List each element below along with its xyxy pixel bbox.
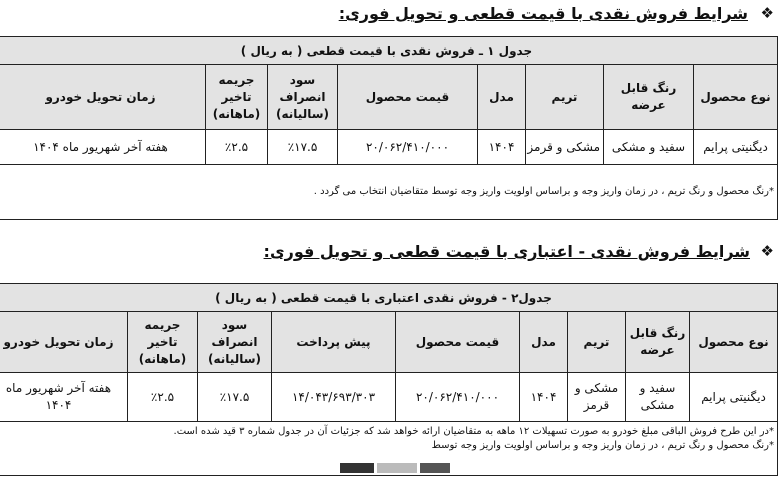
header-price: قیمت محصول	[396, 312, 520, 373]
section1-heading	[0, 4, 780, 28]
header-product-type: نوع محصول	[694, 65, 778, 130]
cell-delivery-time: هفته آخر شهریور ماه ۱۴۰۴	[0, 130, 206, 165]
cell-color: سفید و مشکی	[604, 130, 694, 165]
cell-cancel-interest: ٪۱۷.۵	[198, 373, 272, 422]
header-trim: تریم	[526, 65, 604, 130]
cell-trim: مشکی و قرمز	[526, 130, 604, 165]
cell-cancel-interest: ٪۱۷.۵	[268, 130, 338, 165]
header-down-payment: پیش پرداخت	[272, 312, 396, 373]
header-cancel-interest: سود انصراف (سالیانه)	[198, 312, 272, 373]
header-trim: تریم	[568, 312, 626, 373]
cell-late-penalty: ٪۲.۵	[206, 130, 268, 165]
cell-product-type: دیگنیتی پرایم	[694, 130, 778, 165]
cash-sale-table	[0, 36, 778, 220]
section1-title: شرایط فروش نقدی با قیمت قطعی و تحویل فوری:	[338, 4, 748, 23]
header-delivery-time: زمان تحویل خودرو	[0, 65, 206, 130]
table2-caption: جدول۲ - فروش نقدی اعتباری با قیمت قطعی ( به ریال )	[0, 284, 778, 312]
header-color: رنگ قابل عرضه	[626, 312, 690, 373]
diamond-bullet-icon: ❖	[760, 242, 774, 260]
table2-note-installments: *در این طرح فروش الباقی مبلغ خودرو به صورت تسهیلات ۱۲ ماهه به متقاضیان ارائه خواهد شد که جزئیات آن در جدول شماره ۳ قید شده است.	[173, 426, 774, 437]
cell-color: سفید و مشکی	[626, 373, 690, 422]
header-model: مدل	[520, 312, 568, 373]
table1-note: *رنگ محصول و رنگ تریم ، در زمان واریز وجه و براساس اولویت واریز وجه توسط متقاضیان انتخاب می گردد .	[0, 165, 778, 220]
header-late-penalty: جریمه تاخیر (ماهانه)	[128, 312, 198, 373]
cell-model: ۱۴۰۴	[478, 130, 526, 165]
table1-caption: جدول ۱ ـ فروش نقدی با قیمت قطعی ( به ریال )	[0, 37, 778, 65]
cell-down-payment: ۱۴/۰۴۳/۶۹۳/۳۰۳	[272, 373, 396, 422]
cash-credit-sale-table	[0, 283, 778, 476]
cell-product-type: دیگنیتی پرایم	[690, 373, 778, 422]
table2-note-color: *رنگ محصول و رنگ تریم ، در زمان واریز وجه و براساس اولویت واریز وجه توسط	[431, 440, 774, 451]
table-row	[0, 130, 778, 165]
header-cancel-interest: سود انصراف (سالیانه)	[268, 65, 338, 130]
header-price: قیمت محصول	[338, 65, 478, 130]
section2-heading	[0, 242, 780, 266]
header-model: مدل	[478, 65, 526, 130]
diamond-bullet-icon: ❖	[760, 4, 774, 22]
cell-delivery-time: هفته آخر شهریور ماه ۱۴۰۴	[0, 373, 128, 422]
cell-trim: مشکی و قرمز	[568, 373, 626, 422]
cell-price: ۲۰/۰۶۲/۴۱۰/۰۰۰	[396, 373, 520, 422]
header-late-penalty: جریمه تاخیر (ماهانه)	[206, 65, 268, 130]
header-delivery-time: زمان تحویل خودرو	[0, 312, 128, 373]
overlay-ad-strip	[300, 458, 450, 470]
cell-late-penalty: ٪۲.۵	[128, 373, 198, 422]
header-color: رنگ قابل عرضه	[604, 65, 694, 130]
header-product-type: نوع محصول	[690, 312, 778, 373]
table-row	[0, 373, 778, 422]
section2-title: شرایط فروش نقدی - اعتباری با قیمت قطعی و تحویل فوری:	[263, 242, 750, 261]
cell-model: ۱۴۰۴	[520, 373, 568, 422]
cell-price: ۲۰/۰۶۲/۴۱۰/۰۰۰	[338, 130, 478, 165]
